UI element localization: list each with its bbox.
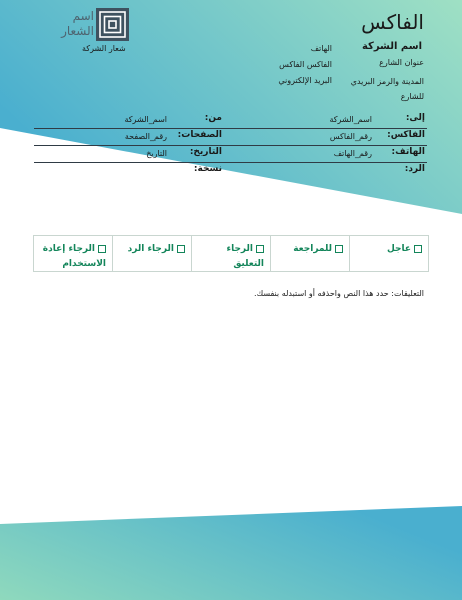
fax-title: الفاكس — [361, 10, 424, 34]
to-label: إلى: — [405, 113, 425, 123]
check-label: الرجاء التعليق — [226, 244, 264, 269]
date-value[interactable]: التاريخ — [146, 149, 167, 158]
checkbox-icon[interactable] — [414, 245, 422, 253]
check-urgent[interactable] — [349, 236, 428, 271]
from-value[interactable]: اسم_الشركة — [124, 115, 167, 124]
pages-value[interactable]: رقم_الصفحة — [124, 132, 167, 141]
cc-label: نسخة: — [193, 164, 222, 174]
email-text: البريد الإلكتروني — [278, 76, 332, 85]
logo-name: اسم الشعار — [61, 9, 94, 38]
city-zip: المدينة والرمز البريدي للشارع — [350, 77, 424, 101]
logo-icon — [96, 8, 129, 41]
street-address: عنوان الشارع — [379, 58, 424, 67]
row-fax-pages — [34, 129, 427, 146]
checkbox-icon[interactable] — [335, 245, 343, 253]
checkbox-icon[interactable] — [98, 245, 106, 253]
check-review[interactable] — [270, 236, 349, 271]
row-re-cc — [34, 163, 427, 179]
company-slogan: شعار الشركة — [82, 44, 126, 53]
from-label: من: — [204, 113, 222, 123]
check-comment[interactable] — [191, 236, 270, 271]
check-reply[interactable] — [112, 236, 191, 271]
fax-fields — [34, 112, 427, 179]
check-label: للمراجعة — [293, 244, 332, 254]
check-label: الرجاء الرد — [127, 244, 174, 254]
checkbox-icon[interactable] — [256, 245, 264, 253]
fax-text: الفاكس الفاكس — [279, 60, 332, 69]
re-label: الرد: — [404, 164, 425, 174]
check-recycle[interactable] — [34, 236, 112, 271]
checkbox-row — [33, 235, 429, 272]
fax-value[interactable]: رقم_الفاكس — [329, 132, 372, 141]
check-label: عاجل — [386, 244, 411, 254]
row-phone-date — [34, 146, 427, 163]
phone-text: الهاتف — [310, 44, 332, 53]
company-name: اسم الشركة — [361, 41, 422, 52]
phone-value[interactable]: رقم_الهاتف — [333, 149, 372, 158]
check-label: الرجاء إعادة الاستخدام — [42, 244, 106, 269]
pages-label: الصفحات: — [177, 130, 222, 140]
to-value[interactable]: اسم_الشركة — [329, 115, 372, 124]
date-label: التاريخ: — [189, 147, 222, 157]
fax-label: الفاكس: — [387, 130, 425, 140]
checkbox-icon[interactable] — [177, 245, 185, 253]
comments-text[interactable]: التعليقات: حدد هذا النص واحذفه أو استبدله بنفسك. — [254, 289, 424, 298]
phone-label: الهاتف: — [391, 147, 425, 157]
row-to-from — [34, 112, 427, 129]
